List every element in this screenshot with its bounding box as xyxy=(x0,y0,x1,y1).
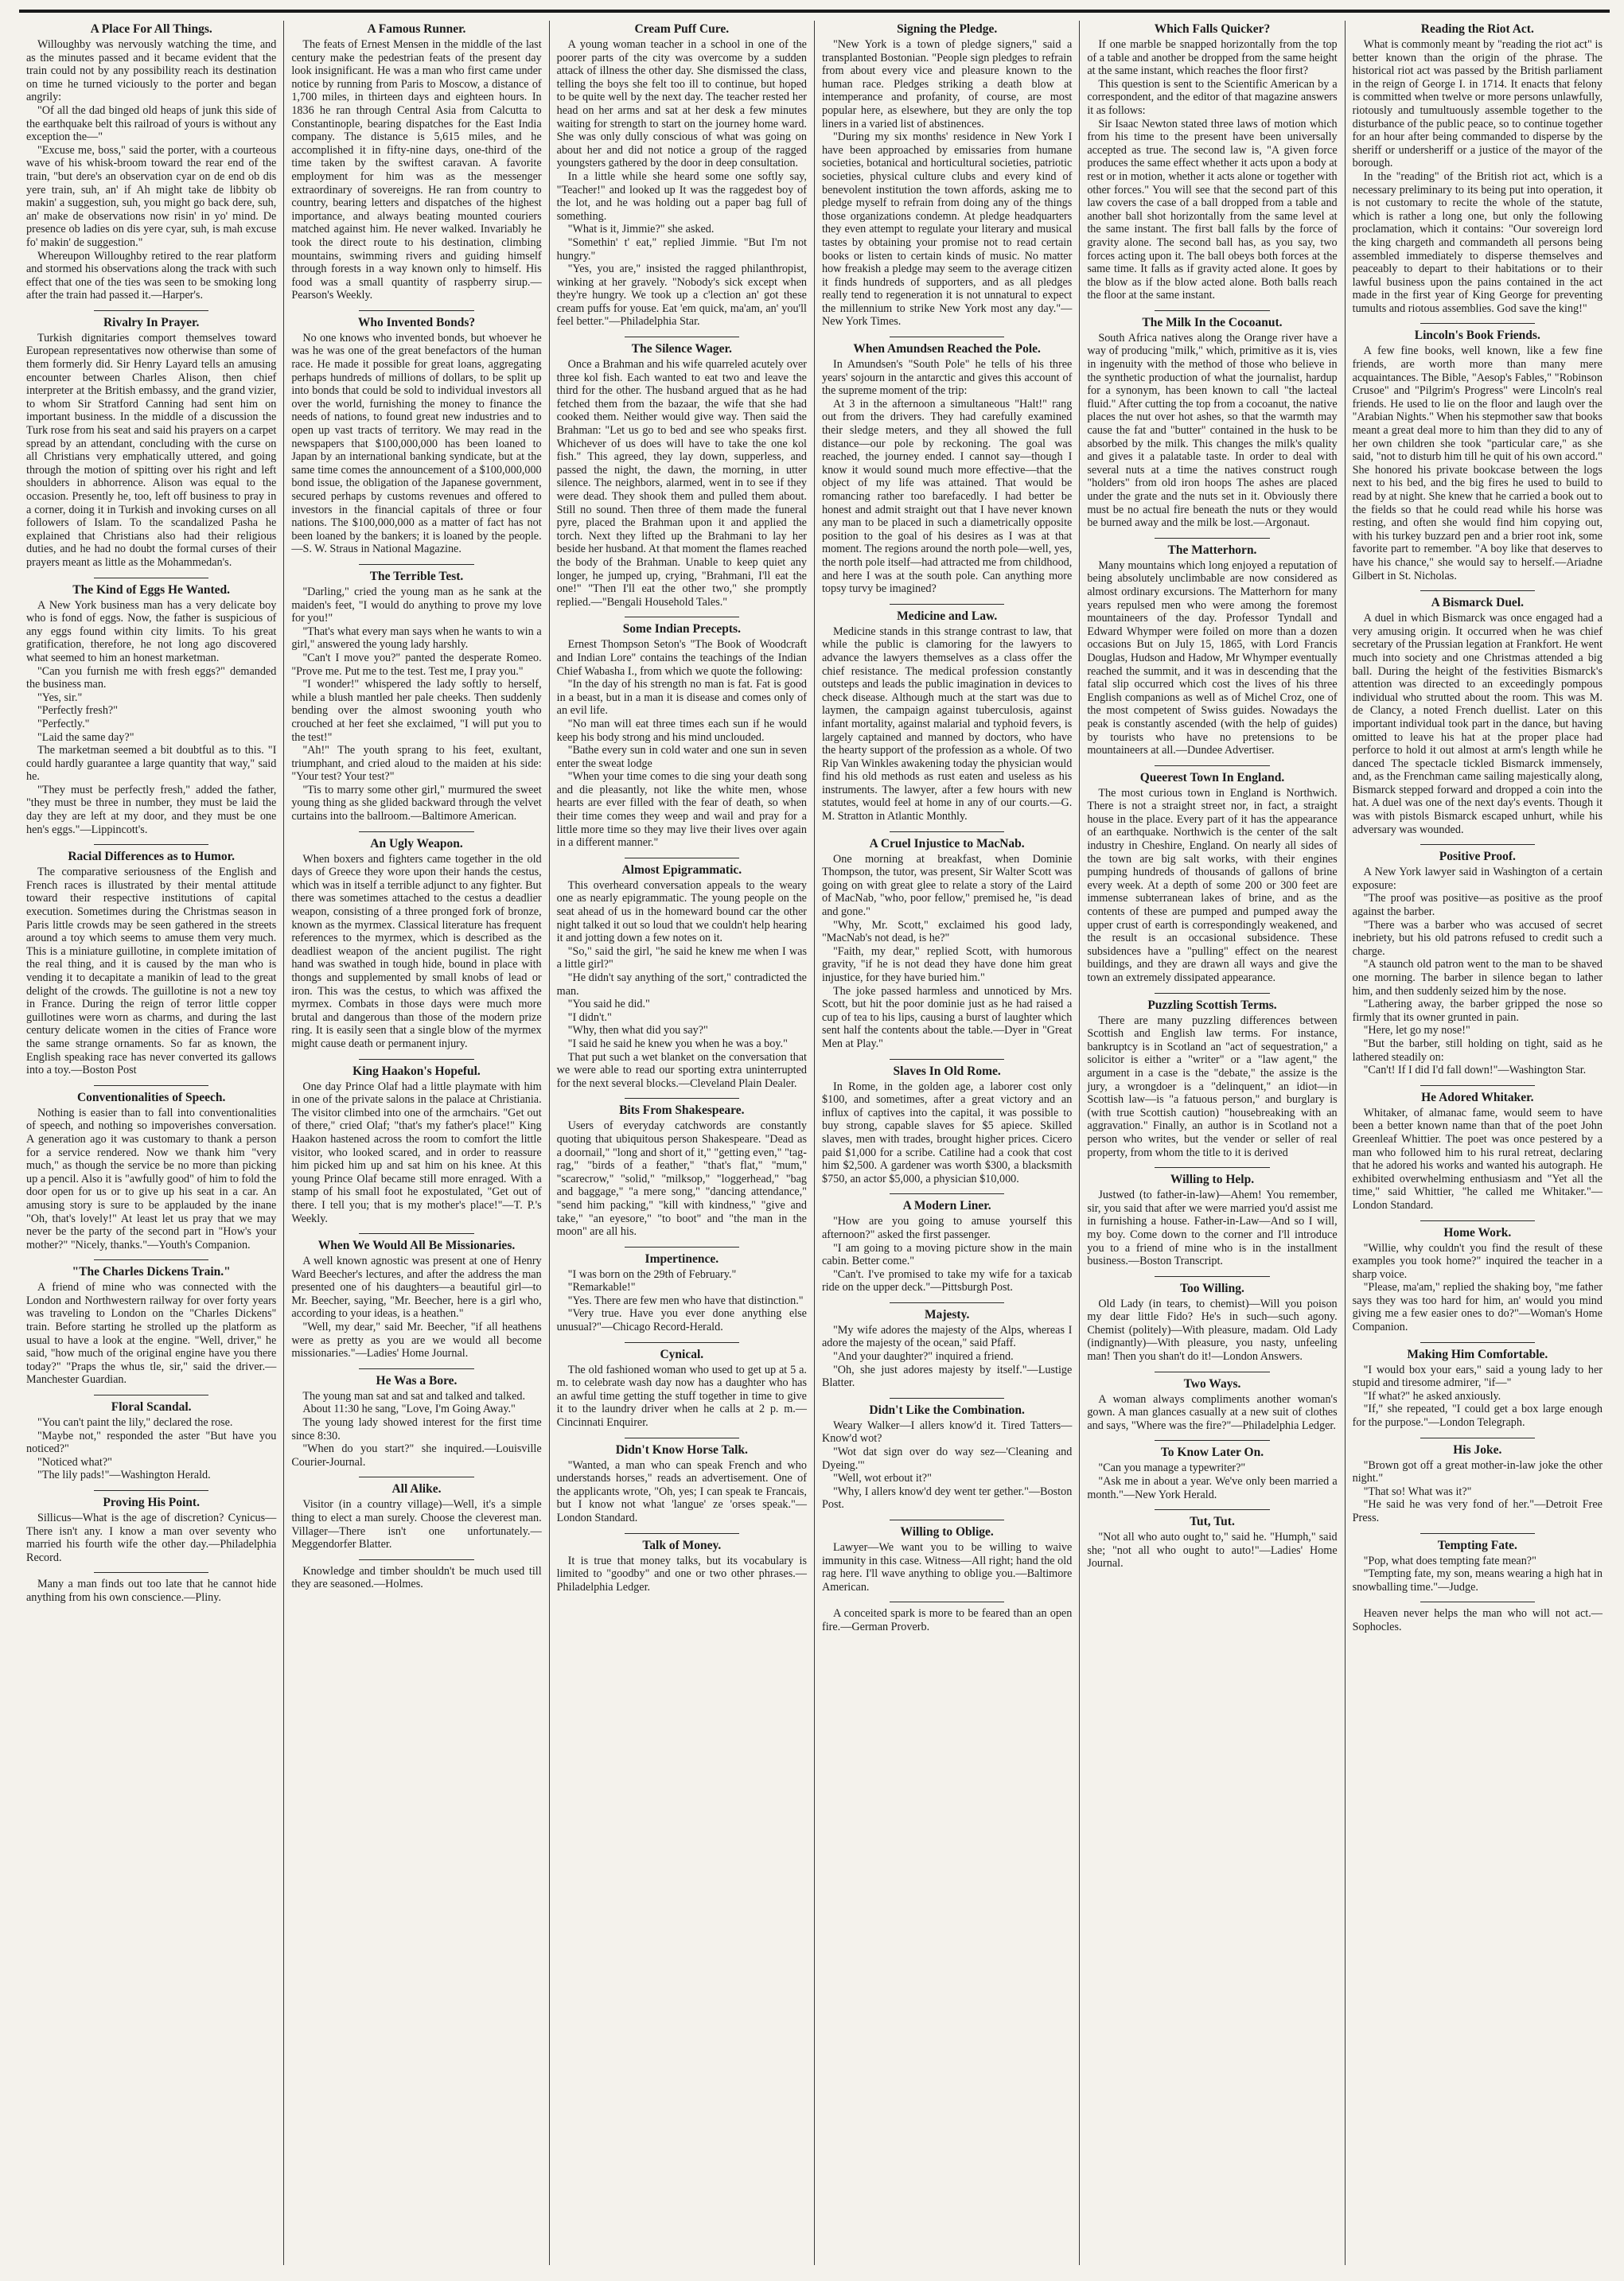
article-paragraph: "I am going to a moving picture show in the main cabin. Better come." xyxy=(821,1241,1073,1268)
article-paragraph: A well known agnostic was present at one of Henry Ward Beecher's lectures, and after the address the man presented one of his daughters—a beautiful girl—to Mr. Beecher, saying, "Mr. Beecher, here is a girl who, according to your ideas, is a heathen." xyxy=(291,1255,542,1321)
article xyxy=(1087,316,1337,530)
article-headline: Signing the Pledge. xyxy=(897,22,998,36)
article-divider xyxy=(359,564,474,565)
article-headline: The Kind of Eggs He Wanted. xyxy=(72,582,231,597)
article-paragraph: "I was born on the 29th of February." xyxy=(567,1267,737,1281)
article-divider xyxy=(1420,1220,1536,1221)
article-paragraph: "Not all who auto ought to," said he. "Humph," said she; "not all who ought to auto!"—Ladies' Home Journal. xyxy=(1087,1531,1338,1571)
article-paragraph: "Why, I allers know'd dey went ter gether."—Boston Post. xyxy=(821,1485,1073,1512)
article xyxy=(1087,998,1337,1160)
article-paragraph: The marketman seemed a bit doubtful as to this. "I could hardly guarantee a large quantity that way," said he. xyxy=(26,744,277,784)
article-paragraph: In Amundsen's "South Pole" he tells of his three years' sojourn in the antarctic and gives this account of the supreme moment of the trip: xyxy=(821,358,1073,398)
article-paragraph: Nothing is easier than to fall into conventionalities of speech, and nothing so impoverishes conversation. A generation ago it was customary to thank a person for a service rendered. Now we thank him "very much," as though the service be no more than picking up a pencil. Also it is "awfully good" of him to fold the door open for us or to give up his seat in a car. An amusing story is sure to be applauded by the inane "Oh, that's lovely!" At least let us pray that we may never be the party of the second part in "How's your mother?" "Nicely, thanks."—Youth's Companion. xyxy=(26,1106,277,1251)
article-paragraph: The feats of Ernest Mensen in the middle of the last century make the pedestrian feats of the present day look insignificant. He was a man who first came under notice by running from Paris to Moscow, a distance of 1,700 miles, in thirteen days and eighteen hours. In 1836 he ran through Central Asia from Calcutta to Constantinople, bearing dispatches for the East India company. The distance is 5,615 miles, and he accomplished it in fifty-nine days, one-third of the time taken by the swiftest caravan. A favorite employment for him was as the messenger extraordinary of sovereigns. He ran from country to country, bearing letters and dispatches of the highest importance, and always beating mounted couriers matched against him. He never walked. Invariably he took the direct route to his destination, climbing mountains, swimming rivers and guiding himself through forests in a way known only to himself. His food was a small quantity of raspberry sirup.—Pearson's Weekly. xyxy=(291,38,542,302)
article xyxy=(557,1252,807,1334)
article-divider xyxy=(1155,310,1270,311)
article-headline: King Haakon's Hopeful. xyxy=(352,1064,481,1078)
article-paragraph: Lawyer—We want you to be willing to waive immunity in this case. Witness—All right; hand the old rag here. I'll wave anything to oblige you.—Baltimore American. xyxy=(821,1541,1073,1594)
article-paragraph: "Can you furnish me with fresh eggs?" demanded the business man. xyxy=(26,664,277,691)
article-paragraph: Many mountains which long enjoyed a reputation of being absolutely unclimbable are now considered as almost ordinary excursions. The Matterhorn for many years repulsed men who were among the foremost mountaineers of the day. Professor Tyndall and Edward Whymper were foiled on more than a dozen occasions But on July 15, 1865, with Lord Francis Douglas, Hudson and Hadow, Mr Whymper eventually reached the summit, and it was in descending that the fatal slip occurred which cost the lives of his three English companions as well as of Michel Croz, one of the most competent of Swiss guides. Nowadays the peak is constantly ascended (with the help of guides) by tourists who have no pretensions to be mountaineers at all.—Dundee Advertiser. xyxy=(1087,559,1338,757)
article-paragraph: "Well, wot erbout it?" xyxy=(832,1472,932,1485)
article-paragraph: That put such a wet blanket on the conversation that we were able to read our sporting extra uninterrupted for the next several blocks.—Cleveland Plain Dealer. xyxy=(556,1050,807,1090)
article-paragraph: "Willie, why couldn't you find the result of these examples you took home?" inquired the teacher in a sharp voice. xyxy=(1352,1241,1603,1281)
article xyxy=(26,1265,276,1387)
article-paragraph: "So," said the girl, "he said he knew me when I was a little girl?" xyxy=(556,944,807,971)
article xyxy=(1087,543,1337,757)
article xyxy=(557,622,807,850)
article-paragraph: "I wonder!" whispered the lady softly to herself, while a blush mantled her pale cheeks. Then suddenly bending over the almost swooning youth who crouched at her feet she exclaimed, "I will put you to the test!" xyxy=(291,678,542,744)
article-paragraph: Visitor (in a country village)—Well, it's a simple thing to elect a man surely. Choose the cleverest man. Villager—There isn't one unfortunately.—Meggendorfer Blatter. xyxy=(291,1498,542,1551)
article-paragraph: Justwed (to father-in-law)—Ahem! You remember, sir, you said that after we were married you'd assist me in furnishing a house. Father-in-Law—And so I will, my boy. Come down to the corner and I'll introduce you to a friend of mine who is in the installment business.—Boston Transcript. xyxy=(1087,1189,1338,1268)
article xyxy=(822,1199,1072,1294)
article-divider xyxy=(94,1085,209,1086)
article-paragraph: It is true that money talks, but its vocabulary is limited to "goodby" and one or two other phrases.—Philadelphia Ledger. xyxy=(556,1554,807,1594)
article-divider xyxy=(94,844,209,845)
article-headline: Who Invented Bonds? xyxy=(357,315,476,329)
article-divider xyxy=(1420,323,1536,324)
article-paragraph: "Yes, you are," insisted the ragged philanthropist, winking at her gravely. "Nobody's sick except when they're hungry. We took up a c'lection an' got these cream puffs for youse. Eat 'em quick, ma'am, an' you'll feel better."—Philadelphia Star. xyxy=(556,263,807,329)
article xyxy=(1353,1348,1603,1430)
article-paragraph: "Perfectly." xyxy=(37,717,90,730)
article-paragraph: When boxers and fighters came together in the old days of Greece they wore upon their hands the cestus, which was in itself a terrible adjunct to any fighter. But there was sometimes attached to the cestus a deadlier weapon, consisting of a three pronged fork of bronze, known as the myrmex. Classical literature has frequent references to the myrmex, which is described as the deadliest weapon of the ancient pugilist. The right hand was swathed in tough hide, bound in place with thongs and supplemented by small knobs of lead or iron. This was the cestus, to which was affixed the myrmex. Combats in those days were much more brutal and dangerous than those of the modern prize ring. It is easily seen that a single blow of the myrmex might cause death or permanent injury. xyxy=(291,852,542,1050)
article-divider xyxy=(1420,844,1536,845)
article-paragraph: In the "reading" of the British riot act, which is a necessary preliminary to its being put into operation, it is not customary to recite the whole of the statute, which is rather a long one, but only the following proclamation, which it contains: "Our sovereign lord the king chargeth and commandeth all persons being assembled immediately to disperse themselves and peaceably to depart to their habitations or to their lawful business upon the pains contained in the act made in the first year of King George for preventing tumults and riotous assemblies. God save the king!" xyxy=(1352,169,1603,315)
article-paragraph: "There was a barber who was accused of secret inebriety, but his old patrons refused to credit such a charge. xyxy=(1352,918,1603,958)
article-paragraph: "Well, my dear," said Mr. Beecher, "if all heathens were as pretty as you are we would all become missionaries."—Ladies' Home Journal. xyxy=(291,1321,542,1360)
article-paragraph: "Noticed what?" xyxy=(37,1455,112,1469)
article-paragraph: Whitaker, of almanac fame, would seem to have been a better known name than that of the poet John Greenleaf Whittier. The poet was once pestered by a man who followed him to his rural retreat, declaring that he adored his works and wanted his autograph. He exhibited overwhelming enthusiasm and "Yet all the time," said Whittier, "he called me Whitaker."—London Standard. xyxy=(1352,1106,1603,1212)
article-headline: Almost Epigrammatic. xyxy=(621,862,742,877)
article xyxy=(557,342,807,609)
article-paragraph: "New York is a town of pledge signers," said a transplanted Bostonian. "People sign pledges to refrain from about every vice and pleasure known to the human race. Pledges striking a death blow at intemperance and profanity, of course, are most popular here, as elsewhere, but they are only the top liners in a varied list of abstinences. xyxy=(821,38,1073,130)
article xyxy=(1353,1443,1603,1525)
article-paragraph: "Can you manage a typewriter?" xyxy=(1098,1462,1246,1475)
article-paragraph: Medicine stands in this strange contrast to law, that while the public is clamoring for the lawyers to advance the lawyers themselves as a class offer the chief resistance. The medical profession constantly outsteps and leads the public imagination in devices to check disease. Although much at the start was due to laymen, the campaign against tuberculosis, against infant mortality, against malarial and typhoid fevers, is largely captained and manned by doctors, who have the hearty support of the profession as a whole. Of two Rip Van Winkles awakening today the physician would find his old methods as rust eaten and useless as his instruments. The lawyer, after a few hours with new statutes, would feel at home in any of our courts.—G. M. Stratton in Atlantic Monthly. xyxy=(821,625,1073,823)
article-divider xyxy=(890,831,1005,832)
column-1 xyxy=(19,21,284,2265)
article-headline: He Adored Whitaker. xyxy=(1421,1090,1534,1104)
article xyxy=(1087,1446,1337,1501)
article-paragraph: Once a Brahman and his wife quarreled acutely over three kol fish. Each wanted to eat two and leave the third for the other. The husband argued that as he had fetched them from the bazaar, the wife that she had cooked them. Neither would give way. Then said the Brahman: "Let us go to bed and see who speaks first. Whichever of us does will have to take the one kol fish." This agreed, they lay down, supperless, and passed the night, the dawn, the morning, in utter silence. The neighbors, alarmed, went in to see if they were dead. They shook them and pulled them about. Still no sound. Then three of them made the funeral pyre, placed the Brahman upon it and applied the torch. Next they lifted up the Brahmani to lay her beside her husband. At that moment the flames reached the body of the Brahman. Unable to keep quiet any longer, he jumped up, crying, "Brahmani, I'll eat the one!" "Then I'll eat the other two," she promptly replied.—"Bengali Household Tales." xyxy=(556,358,807,609)
article-paragraph: A New York business man has a very delicate boy who is fond of eggs. Now, the father is suspicious of any eggs found within city limits. To his great gratification, therefore, he not long ago discovered what seemed to him an honest marketman. xyxy=(26,598,277,664)
article xyxy=(291,1065,541,1226)
article-headline: Rivalry In Prayer. xyxy=(103,315,200,329)
article-paragraph: In a little while she heard some one softly say, "Teacher!" and looked up It was the raggedest boy of the lot, and he was holding out a paper bag full of something. xyxy=(556,169,807,223)
article-headline: Cream Puff Cure. xyxy=(634,22,730,36)
article xyxy=(822,609,1072,823)
article-divider xyxy=(94,1490,209,1491)
article-divider xyxy=(1155,765,1270,766)
article xyxy=(26,1400,276,1482)
article-paragraph: "Can't. I've promised to take my wife for a taxicab ride on the upper deck."—Pittsburgh Post. xyxy=(821,1267,1073,1294)
article-headline: Didn't Like the Combination. xyxy=(869,1403,1025,1417)
article-paragraph: "Brown got off a great mother-in-law joke the other night." xyxy=(1352,1458,1603,1485)
article xyxy=(822,1607,1072,1633)
article-headline: Slaves In Old Rome. xyxy=(893,1064,1001,1078)
article-headline: The Silence Wager. xyxy=(631,342,732,356)
article-divider xyxy=(890,1059,1005,1060)
article-paragraph: "Please, ma'am," replied the shaking boy, "me father says they was too hard for him, an' would you mind giving me a few easier ones to do?"—Woman's Home Companion. xyxy=(1352,1281,1603,1334)
article-paragraph: "How are you going to amuse yourself this afternoon?" asked the first passenger. xyxy=(821,1215,1073,1241)
article xyxy=(1087,1515,1337,1571)
article xyxy=(291,316,541,556)
article xyxy=(291,22,541,302)
article-divider xyxy=(1155,1509,1270,1510)
article-divider xyxy=(359,1559,474,1560)
article-paragraph: "You can't paint the lily," declared the rose. xyxy=(37,1416,233,1430)
article-divider xyxy=(625,1342,740,1343)
article xyxy=(1353,596,1603,836)
article-paragraph: Sillicus—What is the age of discretion? Cynicus—There isn't any. I know a man over seventy who married his fourth wife the other day.—Philadelphia Record. xyxy=(26,1512,277,1564)
article xyxy=(1087,1377,1337,1433)
article-headline: When Amundsen Reached the Pole. xyxy=(853,342,1041,356)
article-divider xyxy=(1155,1276,1270,1277)
article-headline: Proving His Point. xyxy=(103,1496,200,1509)
article-divider xyxy=(625,1098,740,1099)
article-headline: Home Work. xyxy=(1443,1225,1512,1240)
article-headline: Too Willing. xyxy=(1180,1281,1244,1295)
column-5 xyxy=(1080,21,1345,2265)
article-paragraph: The young lady showed interest for the first time since 8:30. xyxy=(291,1416,542,1442)
article-headline: Talk of Money. xyxy=(642,1538,722,1552)
article-headline: The Terrible Test. xyxy=(369,569,464,583)
article-headline: The Milk In the Cocoanut. xyxy=(1142,315,1283,329)
article-paragraph: One morning at breakfast, when Dominie Thompson, the tutor, was present, Sir Walter Scott was going on with great glee to relate a story of the Laird of MacNab, "who, poor fellow," premised he, "is dead and gone." xyxy=(821,852,1073,919)
article-headline: Floral Scandal. xyxy=(111,1400,192,1415)
article-paragraph: Sir Isaac Newton stated three laws of motion which from his time to the present have been universally accepted as true. The second law is, "A given force produces the same effect whether it acts upon a body at rest or in motion, whether it acts alone or together with other forces." You will see that the second part of this law covers the case of a ball dropped from a table and another ball shot horizontally from the same level at the same instant. The first ball falls by the force of gravity alone. The second ball has, as you say, two forces acting upon it. The ball obeys both forces at the same time. It falls as if gravity acted alone. It goes by the blow as if the blow acted alone. Both balls reach the floor at the same instant. xyxy=(1087,117,1338,302)
article xyxy=(822,22,1072,329)
article xyxy=(291,570,541,823)
article-divider xyxy=(1155,1167,1270,1168)
article-paragraph: A conceited spark is more to be feared than an open fire.—German Proverb. xyxy=(821,1607,1073,1633)
article-paragraph: "When do you start?" she inquired.—Louisville Courier-Journal. xyxy=(291,1442,542,1469)
article-paragraph: The young man sat and sat and talked and talked. xyxy=(302,1389,526,1403)
article-paragraph: "Remarkable!" xyxy=(567,1281,636,1294)
article-divider xyxy=(359,1233,474,1234)
article-paragraph: This question is sent to the Scientific American by a correspondent, and the editor of that magazine answers it as follows: xyxy=(1087,77,1338,117)
article xyxy=(822,1525,1072,1594)
article-headline: Queerest Town In England. xyxy=(1139,770,1285,784)
article-paragraph: "Pop, what does tempting fate mean?" xyxy=(1363,1554,1536,1567)
article-paragraph: "If what?" he asked anxiously. xyxy=(1363,1389,1501,1403)
article-paragraph: "Darling," cried the young man as he sank at the maiden's feet, "I would do anything to prove my love for you!" xyxy=(291,585,542,625)
article xyxy=(26,1578,276,1604)
article-paragraph: A few fine books, well known, like a few fine friends, are worth more than many mere acquaintances. The Bible, "Aesop's Fables," "Robinson Crusoe" and "Pilgrim's Progress" were Lincoln's real friends. He used to lie on the floor and laugh over the "Arabian Nights." When his stepmother saw that books meant a great deal more to him than they did to any of her own children she took "particular care," as she said, "not to disturb him till he quit of his own accord." She honored his private bookcase between the logs next to his bed, and the big fires he used to build to read by at night. She knew that he carried a book out to the fields so that he could read while his horse was resting, and often she would find him copying out, with his turkey buzzard pen and a brier root ink, some favorite part to remember. "A boy like that deserves to have his chance," she would say to herself.—Ariadne Gilbert in St. Nicholas. xyxy=(1352,344,1603,582)
article-headline: Two Ways. xyxy=(1183,1376,1241,1391)
article-headline: The Matterhorn. xyxy=(1167,543,1257,557)
article-paragraph: "That's what every man says when he wants to win a girl," answered the young lady harshly. xyxy=(291,625,542,652)
article xyxy=(1087,771,1337,985)
article-headline: Which Falls Quicker? xyxy=(1154,22,1271,36)
article-headline: Willing to Help. xyxy=(1170,1173,1255,1187)
article-paragraph: "Laid the same day?" xyxy=(37,730,134,744)
article-headline: A Modern Liner. xyxy=(902,1199,991,1213)
article-headline: Tut, Tut. xyxy=(1190,1515,1235,1529)
article-headline: A Famous Runner. xyxy=(367,22,466,36)
article-paragraph: The old fashioned woman who used to get up at 5 a. m. to celebrate wash day now has a daughter who has an awful time getting the stuff together in time to give it to the laundry driver when he calls at 2 p. m.—Cincinnati Enquirer. xyxy=(556,1363,807,1430)
article-paragraph: Many a man finds out too late that he cannot hide anything from his own conscience.—Pliny. xyxy=(26,1578,277,1604)
article-headline: Making Him Comfortable. xyxy=(1407,1347,1548,1361)
column-6 xyxy=(1346,21,1610,2265)
article-paragraph: There are many puzzling differences between Scottish and English law terms. For instance, bankruptcy is in Scotland an "act of sequestration," a solicitor is either a "writer" or a "law agent," the argument in a case is the "debate," the assize is the jury, a wrongdoer is a "delinquent," an idiot—in Scottish law—is "a fatuous person," and burglary is (with true Scottish caution) "housebreaking with an aggravation." Finally, an author is in Scotland not a person who writes, but the vender or seller of real property, from whom the title to it is derived xyxy=(1087,1014,1338,1159)
article xyxy=(26,1496,276,1564)
article-headline: Medicine and Law. xyxy=(897,609,998,623)
article xyxy=(26,583,276,837)
article-headline: Lincoln's Book Friends. xyxy=(1414,329,1540,343)
article-headline: Tempting Fate. xyxy=(1437,1538,1517,1552)
article-paragraph: "He said he was very fond of her."—Detroit Free Press. xyxy=(1352,1498,1603,1524)
article-divider xyxy=(94,1572,209,1573)
article-paragraph: A woman always compliments another woman's gown. A man glances casually at a new suit of clothes and says, "Where was the fire?"—Philadelphia Ledger. xyxy=(1087,1392,1338,1432)
article-paragraph: Knowledge and timber shouldn't be much used till they are seasoned.—Holmes. xyxy=(291,1564,542,1591)
article-paragraph: South Africa natives along the Orange river have a way of producing "milk," which, primitive as it is, vies in ingenuity with the method of those who believe in the synthetic production of what the journalist, hardup for a synonym, has been known to call "the lacteal fluid." After cutting the top from a cocoanut, the native places the nut over hot ashes, so that the warmth may cause the fat and "butter" contained in the husk to be absorbed by the milk. This changes the milk's quality and gives it a palatable taste. In order to deal with several nuts at a time the natives construct rough "holders" from old iron hoops The ashes are placed under the grate and the nuts set in it. Obviously there must be no actual fire beneath the nuts or they would be burned away and the milk be lost.—Argonaut. xyxy=(1087,331,1338,530)
article-paragraph: "The proof was positive—as positive as the proof against the barber. xyxy=(1352,892,1603,919)
article-paragraph: "When your time comes to die sing your death song and die pleasantly, not like the white men, whose hearts are ever filled with the fear of death, so when their time comes they weep and wail and pray for a little more time so they may live their lives over again in a different manner." xyxy=(556,770,807,850)
article-divider xyxy=(890,604,1005,605)
article-divider xyxy=(359,831,474,832)
article xyxy=(822,1308,1072,1390)
article xyxy=(557,1539,807,1594)
article-paragraph: The comparative seriousness of the English and French races is illustrated by their mental attitude toward their respective institutions of capital execution. Sometimes during the Christmas season in Paris little crowds may be seen gathered in the streets around a toy which seems to amuse them very much. This is a miniature guillotine, in complete imitation of the real thing, and it is caused by the man who is vending it to decapitate a manikin of lead to the great delight of the crowds. The guillotine is not a new toy in France. During the reign of terror little copper guillotines were worn as charms, and during the last century delicate women in the cities of France wore the same strange ornaments. So far as known, the English speaking race has never converted its gallows into a toy.—Boston Post xyxy=(26,866,277,1077)
article xyxy=(26,22,276,302)
article-paragraph: "But the barber, still holding on tight, said as he lathered steadily on: xyxy=(1352,1037,1603,1064)
article-paragraph: "I didn't." xyxy=(567,1010,612,1024)
article-divider xyxy=(890,1302,1005,1303)
article-paragraph: "In the day of his strength no man is fat. Fat is good in a beast, but in a man it is disease and comes only of an evil life. xyxy=(556,678,807,718)
article-paragraph: "Wanted, a man who can speak French and who understands horses," reads an advertisement. One of the applicants wrote, "Oh, yes; I can speak te Francais, but I know not what 'langue' ze 'orses speak."—London Standard. xyxy=(556,1458,807,1524)
article-paragraph: "Tempting fate, my son, means wearing a high hat in snowballing time."—Judge. xyxy=(1352,1567,1603,1594)
article-divider xyxy=(1155,538,1270,539)
article xyxy=(1087,22,1337,302)
article xyxy=(557,22,807,329)
article-paragraph: No one knows who invented bonds, but whoever he was he was one of the great benefactors of the human race. He made it possible for great loans, aggregating perhaps hundreds of millions of dollars, to be split up into bonds that could be sold to individual investors all over the world, furnishing the money to finance the needs of nations, to found great new industries and to open up vast tracts of territory. We may read in the newspapers that $100,000,000 has been loaned to Japan by an international banking syndicate, but at the same time comes the announcement of a $100,000,000 bond issue, the obligation of the Japanese government, secured perhaps by customs revenues and offered to investors in the financial capitals of three or four nations. The $100,000,000 as a matter of fact has not been loaned by the bankers; it is loaned by the people.—S. W. Straus in National Magazine. xyxy=(291,331,542,556)
article-paragraph: "I would box your ears," said a young lady to her stupid and tiresome admirer, "if—" xyxy=(1352,1363,1603,1390)
article-headline: Impertinence. xyxy=(645,1251,719,1266)
article xyxy=(557,1443,807,1525)
article-paragraph: "Wot dat sign over do way sez—'Cleaning and Dyeing.'" xyxy=(821,1446,1073,1472)
article-paragraph: "Can't I move you?" panted the desperate Romeo. "Prove me. Put me to the test. Test me, I pray you." xyxy=(291,651,542,678)
article-paragraph: A New York lawyer said in Washington of a certain exposure: xyxy=(1352,866,1603,892)
article xyxy=(1353,1539,1603,1594)
article xyxy=(557,1348,807,1430)
article-paragraph: "If," she repeated, "I could get a box large enough for the purpose."—London Telegraph. xyxy=(1352,1403,1603,1430)
article-paragraph: "My wife adores the majesty of the Alps, whereas I adore the majesty of the ocean," said Pfaff. xyxy=(821,1323,1073,1350)
article-paragraph: About 11:30 he sang, "Love, I'm Going Away." xyxy=(302,1403,516,1416)
article-paragraph: "Yes, sir." xyxy=(37,691,83,704)
article-paragraph: "Oh, she just adores majesty by itself."—Lustige Blatter. xyxy=(821,1363,1073,1390)
article-headline: Majesty. xyxy=(924,1307,970,1322)
article-paragraph: "Why, Mr. Scott," exclaimed his good lady, "MacNab's not dead, is he?" xyxy=(821,918,1073,945)
article-paragraph: "No man will eat three times each sun if he would keep his body strong and his mind unclouded. xyxy=(556,717,807,744)
article-paragraph: Turkish dignitaries comport themselves toward European representatives now otherwise than some of them formerly did. Sir Henry Layard tells an amusing encounter between Charles Alison, then chief interpreter at the British embassy, and the grand vizier, to whom Sir Stratford Canning had sent him on important business. In the middle of a discussion the Turk rose from his seat and said his prayers on a carpet spread by an attendant, concluding with the curse on all Christians very emphatically uttered, and going through the motion of spitting over his right and left shoulders in abhorrence. Alison was equal to the occasion. Presently he, too, left off business to pray in a corner, doing it in Turkish and invoking curses on all followers of Islam. To the scandalized Pasha he explained that Christians also had their religious duties, and he had no doubt the formal curses of their prayers meant as little as the Mohammedan's. xyxy=(26,331,277,569)
article-paragraph: If one marble be snapped horizontally from the top of a table and another be dropped from the same height at the same instant, which reaches the floor first? xyxy=(1087,38,1338,78)
article xyxy=(291,1239,541,1360)
article-divider xyxy=(890,1193,1005,1194)
article xyxy=(822,1403,1072,1512)
article-divider xyxy=(1155,1440,1270,1441)
article-paragraph: Old Lady (in tears, to chemist)—Will you poison my dear little Fido? He's in such—such agony. Chemist (politely)—With pleasure, madam. Old Lady (indignantly)—With pleasure, you nasty, unfeeling man! Then you shan't do it!—London Answers. xyxy=(1087,1297,1338,1364)
article-divider xyxy=(359,1368,474,1369)
article xyxy=(26,1091,276,1252)
article xyxy=(1353,1607,1603,1633)
article xyxy=(1353,1091,1603,1213)
article xyxy=(291,837,541,1051)
article-paragraph: "Can't! If I did I'd fall down!"—Washington Star. xyxy=(1363,1064,1587,1077)
top-border-rule xyxy=(19,10,1610,13)
article-paragraph: "Somethin' t' eat," replied Jimmie. "But I'm not hungry." xyxy=(556,235,807,263)
article xyxy=(1087,1282,1337,1364)
article xyxy=(557,1104,807,1238)
article xyxy=(1353,329,1603,582)
article-divider xyxy=(625,1247,740,1248)
article-paragraph: The joke passed harmless and unnoticed by Mrs. Scott, but hit the poor dominie just as he had raised a cup of tea to his lips, causing a burst of laughter which sent half the contents about the table.—Dyer in "Great Men at Play." xyxy=(821,984,1073,1050)
article-headline: A Place For All Things. xyxy=(90,22,212,36)
article-headline: His Joke. xyxy=(1453,1442,1502,1457)
article-divider xyxy=(1420,1533,1536,1534)
article-paragraph: Weary Walker—I allers know'd it. Tired Tatters—Know'd wot? xyxy=(821,1419,1073,1446)
article xyxy=(26,850,276,1077)
article-paragraph: At 3 in the afternoon a simultaneous "Halt!" rang out from the drivers. They had carefully examined their sledge meters, and they all showed the full distance—our pole by reckoning. The goal was reached, the journey ended. I cannot say—though I know it would sound much more effective—that the object of my life was attained. That would be romancing rather too barefacedly. I had better be honest and admit straight out that I have never known any man to be placed in such a diametrically opposite position to the goal of his desires as I was at that moment. The regions around the north pole—well, yes, the north pole itself—had attracted me from childhood, and here I was at the south pole. Can anything more topsy turvy be imagined? xyxy=(821,397,1073,596)
article-headline: Conventionalities of Speech. xyxy=(76,1090,226,1104)
article-paragraph: "Tis to marry some other girl," murmured the sweet young thing as she glided backward through the velvet curtains into the ballroom.—Baltimore American. xyxy=(291,783,542,823)
article xyxy=(822,1065,1072,1186)
article-headline: Racial Differences as to Humor. xyxy=(68,850,235,864)
article xyxy=(1353,850,1603,1077)
article-paragraph: A duel in which Bismarck was once engaged had a very amusing origin. It occurred when he was chief secretary of the Prussian legation at Frankfort. He went much into society and one Christmas attended a big ball. During the height of the festivities Bismarck's attention was directed to an exceedingly pompous individual who strutted about the room. This was M. de Clancy, a noted French duellist. Later on this important individual took part in the dance, but having omitted to leave his hat at the proper place had perforce to hold it out almost at arm's length while he danced The spectacle tickled Bismarck immensely, and, as the Frenchman came sailing majestically along, Bismarck stepped forward and dropped a coin into the hat. A duel was one of the next day's events. Though it was with pistols Bismarck escaped unhurt, while his adversary was wounded. xyxy=(1352,612,1603,836)
article-headline: Didn't Know Horse Talk. xyxy=(615,1442,748,1457)
article-divider xyxy=(1420,590,1536,591)
article-headline: A Cruel Injustice to MacNab. xyxy=(869,836,1025,851)
article-paragraph: "Perfectly fresh?" xyxy=(37,704,118,718)
article-paragraph: "What is it, Jimmie?" she asked. xyxy=(567,223,715,236)
article-paragraph: A young woman teacher in a school in one of the poorer parts of the city was overcome by a sudden attack of illness the other day. She dismissed the class, telling the boys she felt too ill to continue, but hoped to be quite well by the next day. The teacher rested her head on her arms and sat at her desk a few minutes waiting for strength to start on the journey home ward. She was only dully conscious of what was going on about her and did not notice a group of the ragged youngsters gathered by the door in deep consultation. xyxy=(556,38,807,170)
article-divider xyxy=(359,1059,474,1060)
article xyxy=(291,1565,541,1591)
article-paragraph: "Here, let go my nose!" xyxy=(1363,1024,1470,1037)
column-3 xyxy=(550,21,815,2265)
article-divider xyxy=(359,310,474,311)
article xyxy=(291,1482,541,1551)
article-paragraph: "A staunch old patron went to the man to be shaved one morning. The barber in silence began to lather him, and then suddenly seized him by the nose. xyxy=(1352,958,1603,998)
article-headline: To Know Later On. xyxy=(1160,1446,1264,1460)
article-divider xyxy=(94,310,209,311)
article-headline: A Bismarck Duel. xyxy=(1431,596,1524,610)
article-divider xyxy=(890,1398,1005,1399)
article-paragraph: "Ah!" The youth sprang to his feet, exultant, triumphant, and cried aloud to the maiden at his side: "Your test? Your test?" xyxy=(291,744,542,784)
article-divider xyxy=(625,1533,740,1534)
article-headline: He Was a Bore. xyxy=(376,1373,458,1388)
article-paragraph: "Ask me in about a year. We've only been married a month."—New York Herald. xyxy=(1087,1475,1338,1501)
article-headline: When We Would All Be Missionaries. xyxy=(317,1239,516,1253)
article-paragraph: "He didn't say anything of the sort," contradicted the man. xyxy=(556,971,807,998)
article-paragraph: What is commonly meant by "reading the riot act" is better known than the origin of the phrase. The historical riot act was passed by the British parliament in the reign of George I. in 1714. It enacts that felony is committed when twelve or more persons unlawfully, riotously and tumultuously assemble together to the disturbance of the public peace, so to continue together for an hour after being commanded to disperse by the sheriff or undersheriff or a justice of the mayor of the borough. xyxy=(1352,38,1603,170)
article-paragraph: "Why, then what did you say?" xyxy=(567,1024,708,1037)
article-paragraph: Heaven never helps the man who will not act.—Sophocles. xyxy=(1352,1607,1603,1633)
article xyxy=(822,342,1072,596)
article-headline: All Alike. xyxy=(391,1482,442,1497)
article-headline: Cynical. xyxy=(660,1347,704,1361)
article-paragraph: "The lily pads!"—Washington Herald. xyxy=(37,1469,211,1482)
article-paragraph: "Bathe every sun in cold water and one sun in seven enter the sweat lodge xyxy=(556,744,807,770)
article-paragraph: Users of everyday catchwords are constantly quoting that ubiquitous person Shakespeare. "Dead as a doornail," "long and short of it," "getting even," "tag-rag," "birds of a feather," "that's flat," "mum," "scarecrow," "solid," "milksop," "loggerhead," "bag and baggage," "a mere song," "dancing attendance," "send him packing," "kill with kindness," "give and take," "an eyesore," "to boot" and "the man in the moon" are all his. xyxy=(556,1119,807,1239)
article-headline: "The Charles Dickens Train." xyxy=(72,1265,231,1279)
article-paragraph: "Maybe not," responded the aster "But have you noticed?" xyxy=(26,1429,277,1456)
article-paragraph: "During my six months' residence in New York I have been approached by emissaries from humane societies, botanical and horticultural societies, patriotic societies, physical culture clubs and every kind of benevolent institution the town affords, asking me to pledge myself to refrain from doing any of the things those organizations condemn. At pledge headquarters they even attempt to regulate your literary and musical tastes by obtaining your promise not to read certain books or listen to certain kinds of music. No matter how freakish a pledge may seem to the average citizen it finds hundreds of supporters, and as all pledges really tend to regeneration it is not unnatural to expect the millennium to strike New York most any day."—New York Times. xyxy=(821,130,1073,329)
article-paragraph: One day Prince Olaf had a little playmate with him in one of the private salons in the palace at Christiania. The visitor climbed into one of the armchairs. "Get out of there," cried Olaf; "that's my father's place!" King Haakon hastened across the room to comfort the little visitor, who looked scared, and in order to reassure him picked him up and sat him on his knee. At this young Prince Olaf became still more enraged. With a stamp of his small foot he expostulated, "Get out of there. I tell you; that is my mother's place!"—T. P.'s Weekly. xyxy=(291,1080,542,1225)
article-paragraph: "Faith, my dear," replied Scott, with humorous gravity, "if he is not dead they have done him great injustice, for they have buried him." xyxy=(821,944,1073,984)
article-paragraph: "That so! What was it?" xyxy=(1363,1485,1472,1498)
article-paragraph: "Yes. There are few men who have that distinction." xyxy=(567,1294,804,1307)
article-headline: Puzzling Scottish Terms. xyxy=(1147,998,1277,1012)
article-paragraph: "You said he did." xyxy=(567,998,650,1011)
article-paragraph: "They must be perfectly fresh," added the father, "they must be three in number, they must be laid the day they are left at my door, and they must be one hen's eggs."—Lippincott's. xyxy=(26,783,277,836)
article-paragraph: "Very true. Have you ever done anything else unusual?"—Chicago Record-Herald. xyxy=(556,1307,807,1334)
article-paragraph: Willoughby was nervously watching the time, and as the minutes passed and it became evident that the train could not by any possibility reach its destination on time he turned viciously to the porter and began angrily: xyxy=(26,38,277,104)
article-paragraph: "I said he said he knew you when he was a boy." xyxy=(567,1037,788,1050)
article-headline: Positive Proof. xyxy=(1439,850,1516,864)
column-4 xyxy=(815,21,1080,2265)
article-paragraph: "Of all the dad binged old heaps of junk this side of the earthquake belt this railroad of yours is without any exception the—" xyxy=(26,103,277,144)
article xyxy=(1353,1226,1603,1334)
columns-container xyxy=(19,13,1610,2265)
article-divider xyxy=(94,1259,209,1260)
article-paragraph: A friend of mine who was connected with the London and Northwestern railway for over forty years was traveling to London on the "Charles Dickens" train. Before starting he strolled up the platform as usual to have a look at the engine. "Well, driver," he said, "how much of the original engine have you there today?" "Praps the whus tle, sir," said the driver.—Manchester Guardian. xyxy=(26,1281,277,1387)
article-paragraph: "Excuse me, boss," said the porter, with a courteous wave of his whisk-broom toward the rear end of the train, "but dere's an observation cyar on de end ob dis yere train, suh, an' if Ah might take de libbity ob makin' a suggestion, suh, you might go back dere, suh, an' make de observations now risin' in yo' mind. De presence ob ladies on dis yere cyar, suh, is mah excuse fo' makin' de suggestion." xyxy=(26,143,277,249)
article-headline: Reading the Riot Act. xyxy=(1420,22,1534,36)
article-headline: Willing to Oblige. xyxy=(900,1525,994,1539)
article-paragraph: This overheard conversation appeals to the weary one as nearly epigrammatic. The young people on the seat ahead of us in the homeward bound car the other night talked it out so loud that we couldn't help hearing it and jotting down a few notes on it. xyxy=(556,878,807,945)
article-divider xyxy=(1420,1085,1536,1086)
article-paragraph: The most curious town in England is Northwich. There is not a straight street nor, in fact, a straight house in the place. Every part of it has the appearance of an earthquake. Northwich is the center of the salt industry in Cheshire, England. On nearly all sides of the town are big salt works, with their engines pumping hundreds of thousands of gallons of brine every week. At a depth of some 200 or 300 feet are immense subterranean lakes of brine, and as the contents of these are pumped and pumped away the upper crust of earth is correspondingly weakened, and the result is an occasional subsidence. These subsidences have a "pulling" effect on the nearest buildings, and they are drawn all ways and give the town an extremely dissipated appearance. xyxy=(1087,786,1338,984)
article xyxy=(26,316,276,570)
article xyxy=(822,837,1072,1051)
article-paragraph: Ernest Thompson Seton's "The Book of Woodcraft and Indian Lore" contains the teachings of the Indian Chief Wabasha I., from which we quote the following: xyxy=(556,638,807,678)
article-paragraph: Whereupon Willoughby retired to the rear platform and stormed his observations along the track with such effect that one of the ties was seen to be smoking long after the train had passed it.—Harper's. xyxy=(26,249,277,302)
article-paragraph: In Rome, in the golden age, a laborer cost only $100, and sometimes, after a great victory and an influx of captives into the capital, it was possible to buy strong, capable slaves for $5 apiece. Skilled slaves, men with trades, brought higher prices. Cicero paid $1,000 for a scribe. Catiline had a cook that cost him $2,500. A gardener was worth $300, a blacksmith $750, an actor $5,000, a physician $10,000. xyxy=(821,1080,1073,1185)
article-headline: Some Indian Precepts. xyxy=(622,622,741,636)
article-headline: Bits From Shakespeare. xyxy=(619,1104,745,1118)
article-headline: An Ugly Weapon. xyxy=(370,836,463,851)
article xyxy=(557,863,807,1091)
column-2 xyxy=(284,21,549,2265)
article-divider xyxy=(1155,993,1270,994)
article-paragraph: "Lathering away, the barber gripped the nose so firmly that its owner grunted in pain. xyxy=(1352,998,1603,1024)
article-divider xyxy=(1420,1342,1536,1343)
article xyxy=(1353,22,1603,315)
article-paragraph: "And your daughter?" inquired a friend. xyxy=(832,1350,1014,1364)
article xyxy=(291,1374,541,1469)
article xyxy=(1087,1173,1337,1268)
